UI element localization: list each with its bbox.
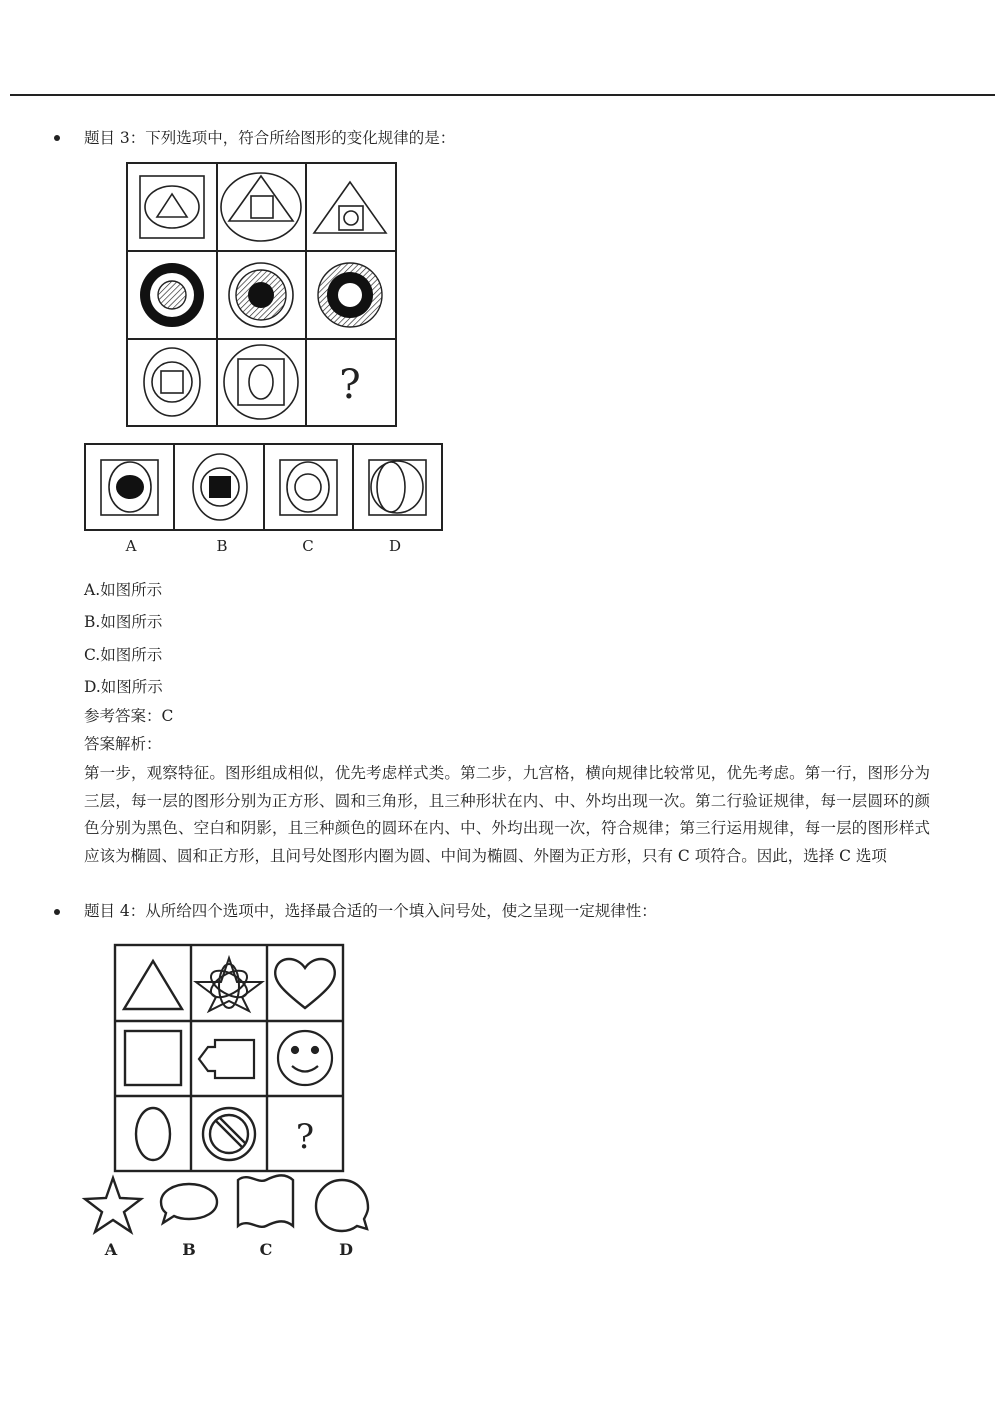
q4-option-d-round-bubble-icon [316, 1180, 368, 1231]
q4-option-c-wavy-flag-icon [238, 1175, 293, 1226]
q3-choice-d[interactable]: D.如图所示 [84, 678, 163, 696]
q4-option-label-d: D [339, 1240, 353, 1259]
q3-choice-a[interactable]: A.如图所示 [84, 581, 163, 599]
q4-triangle-icon [124, 961, 182, 1009]
q4-ellipse-icon [136, 1108, 170, 1160]
q3-title: 题目 3：下列选项中，符合所给图形的变化规律的是： [84, 129, 456, 147]
q3-answer: 参考答案：C [84, 707, 174, 725]
q3-option-label-a: A [125, 537, 137, 555]
q4-option-label-b: B [182, 1240, 196, 1259]
q3-grid-question-mark: ? [339, 362, 361, 408]
q4-heart-icon [275, 959, 335, 1008]
q4-title: 题目 4：从所给四个选项中，选择最合适的一个填入问号处，使之呈现一定规律性： [84, 902, 657, 920]
q4-smiley-icon [278, 1031, 332, 1085]
q3-analysis-text: 第一步，观察特征。图形组成相似，优先考虑样式类。第二步，九宫格，横向规律比较常见，优先考虑。第一行，图形分为三层，每一层的图形分别为正方形、圆和三角形，且三种形状在内、中、外均出现一次。第二行验证规律，每一层圆环的颜色分别为黑色、空白和阴影，且三种颜色的圆环在内、中、外均出现一次，符合规律；第三行运用规律，每一层的图形样式应该为椭圆、圆和正方形，且问号处图形内圈为圆、中间为椭圆、外圈为正方形，只有 C 项符合。因此，选择 C 选项 [84, 764, 930, 865]
q4-star-loops-icon [196, 958, 262, 1011]
q4-option-a-star-icon [85, 1178, 141, 1232]
q3-option-label-d: D [388, 537, 402, 555]
q4-arrow-tag-icon [199, 1040, 254, 1078]
q3-option-label-c: C [302, 537, 314, 555]
q4-option-b-speech-bubble-icon [161, 1184, 217, 1223]
q3-analysis-title: 答案解析： [84, 735, 162, 753]
q4-option-label-a: A [104, 1240, 118, 1259]
q4-no-sign-icon [203, 1108, 255, 1160]
q4-option-label-c: C [259, 1240, 273, 1259]
q3-option-label-b: B [216, 537, 228, 555]
q4-grid-question-mark: ? [295, 1117, 315, 1157]
q3-choice-b[interactable]: B.如图所示 [84, 613, 163, 631]
q4-square-icon [125, 1031, 181, 1085]
q3-choice-c[interactable]: C.如图所示 [84, 646, 163, 664]
